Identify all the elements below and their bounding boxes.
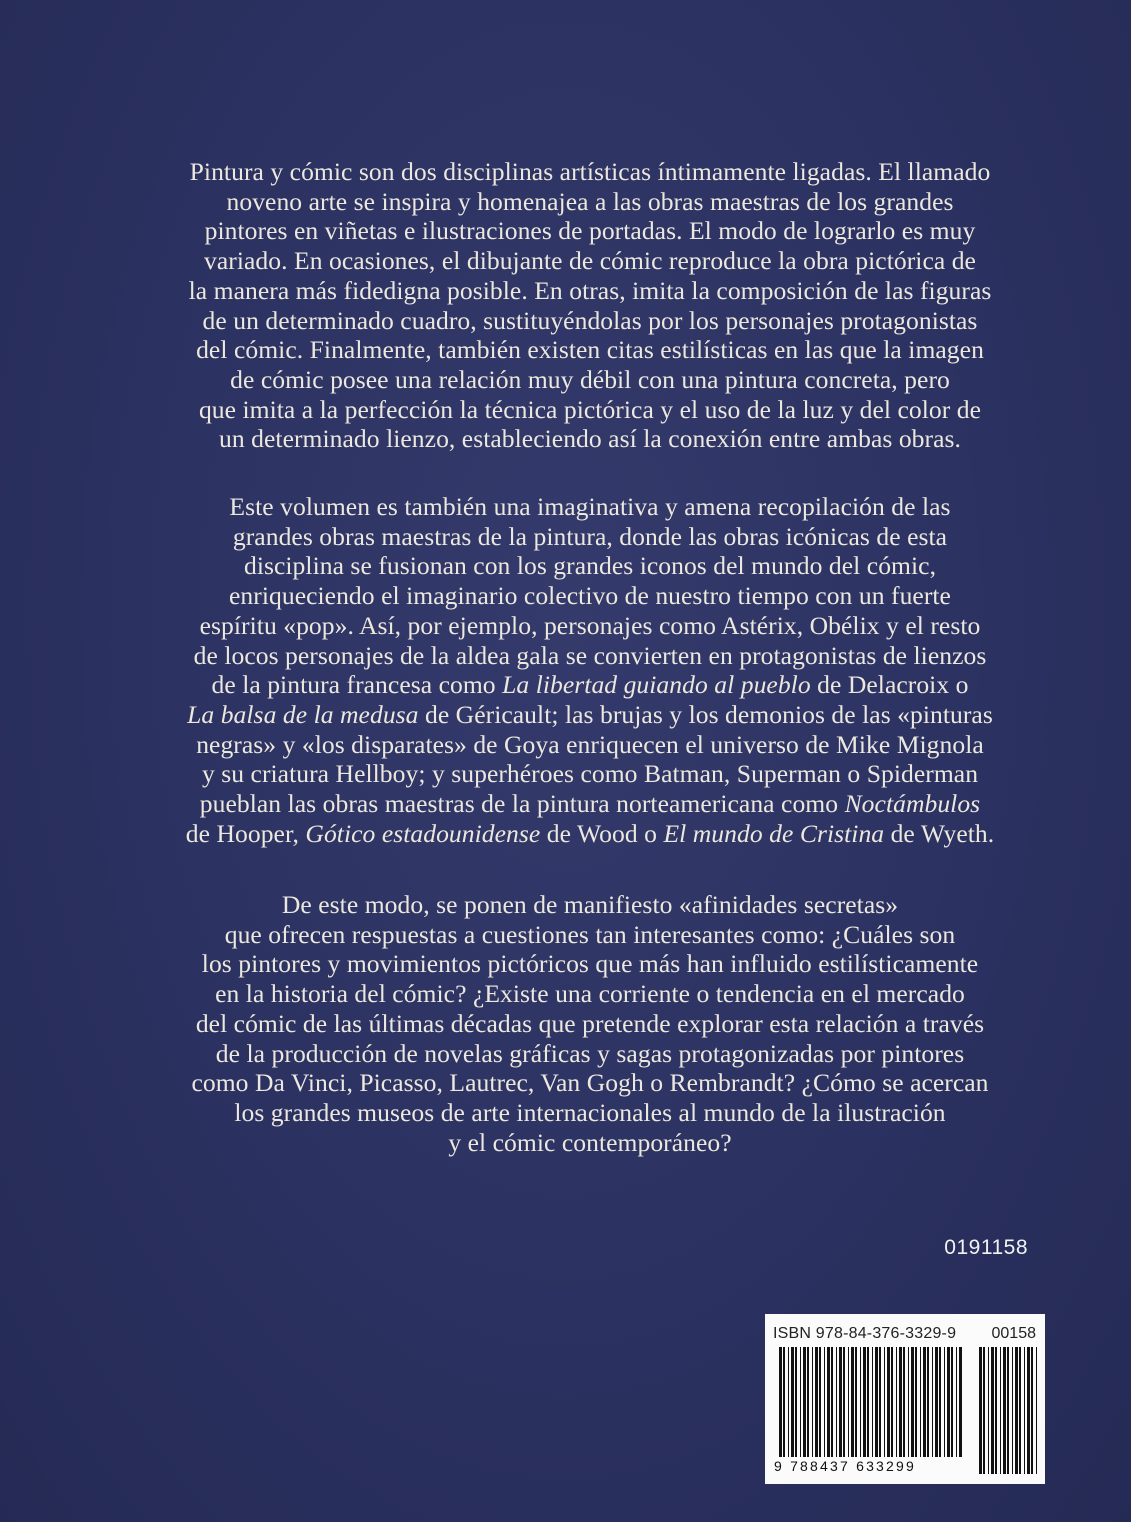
text-line: de locos personajes de la aldea gala se convierten en protagonistas de lienzos <box>193 640 987 670</box>
text-line: La balsa de la medusa de Géricault; las brujas y los demonios de las «pinturas <box>187 699 993 729</box>
text-line: un determinado lienzo, estableciendo así la conexión entre ambas obras. <box>219 424 961 454</box>
italic-title: El mundo de Cristina <box>663 818 885 848</box>
text-line: de Hooper, Gótico estadounidense de Wood o El mundo de Cristina de Wyeth. <box>185 818 995 848</box>
text-line: pueblan las obras maestras de la pintura norteamericana como Noctámbulos <box>199 789 981 819</box>
italic-title: Noctámbulos <box>844 789 981 819</box>
text-line: enriqueciendo el imaginario colectivo de nuestro tiempo con un fuerte <box>229 581 951 611</box>
text-line: que ofrecen respuestas a cuestiones tan interesantes como: ¿Cuáles son <box>224 919 956 949</box>
text-line: de la producción de novelas gráficas y sagas protagonizadas por pintores <box>215 1038 965 1068</box>
text-line: del cómic. Finalmente, también existen citas estilísticas en las que la imagen <box>196 335 984 365</box>
text-line: espíritu «pop». Así, por ejemplo, personajes como Astérix, Obélix y el resto <box>199 610 981 640</box>
text-line: grandes obras maestras de la pintura, donde las obras icónicas de esta <box>232 521 948 551</box>
italic-title: La balsa de la medusa <box>187 699 419 729</box>
text-line: Pintura y cómic son dos disciplinas artísticas íntimamente ligadas. El llamado <box>189 157 991 186</box>
barcode-label <box>765 1314 1045 1484</box>
addon-code: 00158 <box>991 1325 1036 1342</box>
text-line: Este volumen es también una imaginativa y amena recopilación de las <box>229 492 951 521</box>
text-line: los grandes museos de arte internacionales al mundo de la ilustración <box>234 1097 946 1127</box>
text-line: como Da Vinci, Picasso, Lautrec, Van Gogh o Rembrandt? ¿Cómo se acercan <box>191 1068 989 1098</box>
text-line: del cómic de las últimas décadas que pretende explorar esta relación a través <box>195 1008 985 1038</box>
paragraph-1 <box>130 157 1050 454</box>
text-line: disciplina se fusionan con los grandes iconos del mundo del cómic, <box>243 551 937 581</box>
italic-title: La libertad guiando al pueblo <box>502 670 811 700</box>
isbn-text: ISBN 978-84-376-3329-9 <box>773 1325 957 1342</box>
product-code: 0191158 <box>944 1236 1028 1259</box>
text-line: de la pintura francesa como La libertad guiando al pueblo de Delacroix o <box>211 670 969 700</box>
text-line: que imita a la perfección la técnica pictórica y el uso de la luz y del color de <box>198 394 982 424</box>
text-line: De este modo, se ponen de manifiesto «afinidades secretas» <box>281 890 899 919</box>
text-line: negras» y «los disparates» de Goya enriquecen el universo de Mike Mignola <box>196 729 984 759</box>
text-line: la manera más fidedigna posible. En otras, imita la composición de las figuras <box>188 275 992 305</box>
italic-title: Gótico estadounidense <box>305 818 541 848</box>
text-line: variado. En ocasiones, el dibujante de cómic reproduce la obra pictórica de <box>204 246 976 276</box>
text-line: los pintores y movimientos pictóricos que más han influido estilísticamente <box>201 949 979 979</box>
text-line: de un determinado cuadro, sustituyéndolas por los personajes protagonistas <box>202 305 978 335</box>
paragraph-3 <box>130 890 1050 1157</box>
text-line: pintores en viñetas e ilustraciones de portadas. El modo de lograrlo es muy <box>204 216 976 246</box>
text-line: y su criatura Hellboy; y superhéroes como Batman, Superman o Spiderman <box>201 759 979 789</box>
text-line: y el cómic contemporáneo? <box>448 1127 732 1157</box>
barcode-digits: 9 788437 633299 <box>774 1458 916 1474</box>
text-line: noveno arte se inspira y homenajea a las obras maestras de los grandes <box>226 186 954 216</box>
text-line: en la historia del cómic? ¿Existe una corriente o tendencia en el mercado <box>215 979 965 1009</box>
text-line: de cómic posee una relación muy débil con una pintura concreta, pero <box>230 364 950 394</box>
paragraph-2 <box>130 492 1050 848</box>
